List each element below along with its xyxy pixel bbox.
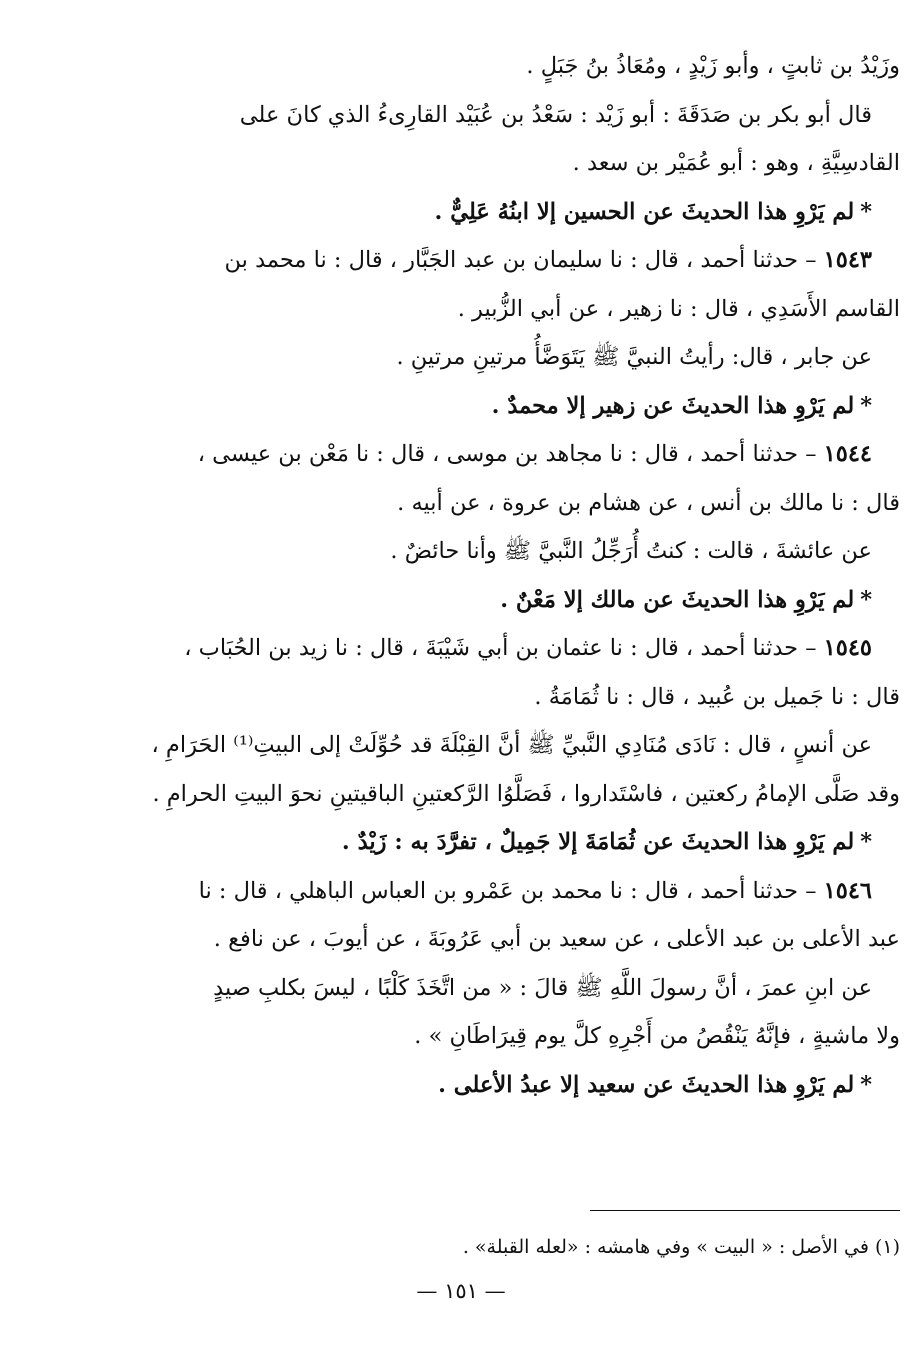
hadith-heading-line — [68, 430, 900, 479]
hadith-chain-text: – حدثنا أحمد ، قال : نا عثمان بن أبي شَيْبَةَ ، قال : نا زيد بن الحُبَاب ، — [184, 635, 817, 661]
star-marker: * — [860, 586, 872, 613]
hadith-chain-text: – حدثنا أحمد ، قال : نا سليمان بن عبد الجَبَّار ، قال : نا محمد بن — [224, 247, 817, 273]
hadith-heading-line — [68, 867, 900, 916]
text-line — [68, 673, 900, 722]
text-line — [68, 770, 900, 819]
footnote-divider — [590, 1210, 900, 1211]
narration-note-text: لم يَرْوِ هذا الحديثَ عن الحسين إلا ابنُهُ عَلِيٌّ . — [434, 198, 855, 225]
narration-note — [68, 576, 900, 625]
text-line-content: القاسم الأَسَدِي ، قال : نا زهير ، عن أبي الزُّبير . — [457, 295, 900, 322]
footnote: (١) في الأصل : « البيت » وفي هامشه : «لعله القبلة» . — [462, 1236, 900, 1258]
hadith-number: ١٥٤٤ — [823, 441, 872, 467]
star-marker: * — [860, 198, 872, 225]
text-line-content: قال أبو بكر بن صَدَقَةَ : أبو زَيْد : سَعْدُ بن عُبَيْد القارِىءُ الذي كانَ على — [239, 101, 872, 128]
page-body — [68, 42, 900, 1109]
star-marker: * — [860, 1071, 872, 1098]
text-line — [68, 721, 900, 770]
page-number: — ١٥١ — — [416, 1279, 506, 1303]
text-line — [68, 479, 900, 528]
text-line — [68, 915, 900, 964]
text-line-content: عن ابنِ عمرَ ، أنَّ رسولَ اللَّهِ ﷺ قالَ : « من اتَّخَذَ كَلْبًا ، ليسَ بكلبِ صيدٍ — [213, 974, 872, 1001]
star-marker: * — [860, 392, 872, 419]
text-line — [68, 285, 900, 334]
narration-note — [68, 818, 900, 867]
text-line-content: ولا ماشيةٍ ، فإنَّهُ يَنْقُصُ من أَجْرِهِ كلَّ يوم قِيرَاطَانِ » . — [414, 1023, 900, 1049]
narration-note-text: لم يَرْوِ هذا الحديثَ عن ثُمَامَةَ إلا جَمِيلٌ ، تفرَّدَ به : زَيْدٌ . — [341, 829, 855, 855]
narration-note — [68, 1061, 900, 1110]
text-line — [68, 333, 900, 382]
hadith-number: ١٥٤٣ — [823, 247, 872, 273]
text-line-content: قال : نا مالك بن أنس ، عن هشام بن عروة ، عن أبيه . — [397, 489, 900, 516]
hadith-heading-line — [68, 624, 900, 673]
narration-note-text: لم يَرْوِ هذا الحديثَ عن زهير إلا محمدٌ . — [491, 392, 855, 419]
text-line — [68, 91, 900, 140]
text-line-content: عبد الأعلى بن عبد الأعلى ، عن سعيد بن أبي عَرُوبَةَ ، عن أيوبَ ، عن نافع . — [213, 926, 900, 952]
text-line-content: وزَيْدُ بن ثابتٍ ، وأبو زَيْدٍ ، ومُعَاذُ بنُ جَبَلٍ . — [526, 53, 900, 79]
text-line — [68, 1012, 900, 1061]
text-line-content: القادسِيَّةِ ، وهو : أبو عُمَيْر بن سعد . — [572, 150, 900, 176]
text-line-content: عن أنسٍ ، قال : نَادَى مُنَادِي النَّبيِّ ﷺ أنَّ القِبْلَةَ قد حُوِّلَتْ إلى البيتِ⁽¹⁾ الحَرَامِ ، — [151, 732, 872, 758]
text-line — [68, 42, 900, 91]
hadith-chain-text: – حدثنا أحمد ، قال : نا محمد بن عَمْرو بن العباس الباهلي ، قال : نا — [198, 877, 817, 904]
star-marker: * — [860, 829, 872, 855]
text-line — [68, 139, 900, 188]
hadith-chain-text: – حدثنا أحمد ، قال : نا مجاهد بن موسى ، قال : نا مَعْن بن عيسى ، — [197, 441, 817, 467]
text-line — [68, 964, 900, 1013]
narration-note — [68, 188, 900, 237]
hadith-number: ١٥٤٥ — [823, 635, 872, 661]
narration-note-text: لم يَرْوِ هذا الحديثَ عن مالك إلا مَعْنٌ . — [500, 586, 855, 613]
text-line — [68, 527, 900, 576]
hadith-number: ١٥٤٦ — [823, 877, 872, 904]
narration-note-text: لم يَرْوِ هذا الحديثَ عن سعيد إلا عبدُ الأعلى . — [438, 1071, 855, 1098]
text-line-content: قال : نا جَميل بن عُبيد ، قال : نا ثُمَامَةُ . — [534, 683, 900, 710]
text-line-content: وقد صَلَّى الإمامُ ركعتين ، فاسْتَداروا ، فَصَلَّوُا الرَّكعتينِ الباقيتينِ نحوَ البيتِ الحرامِ . — [152, 780, 900, 807]
narration-note — [68, 382, 900, 431]
text-line-content: عن عائشةَ ، قالت : كنتُ أُرَجِّلُ النَّبيَّ ﷺ وأنا حائضٌ . — [390, 538, 872, 564]
text-line-content: عن جابر ، قال: رأيتُ النبيَّ ﷺ يَتَوَضَّأُ مرتينِ مرتينِ . — [396, 344, 872, 370]
hadith-heading-line — [68, 236, 900, 285]
